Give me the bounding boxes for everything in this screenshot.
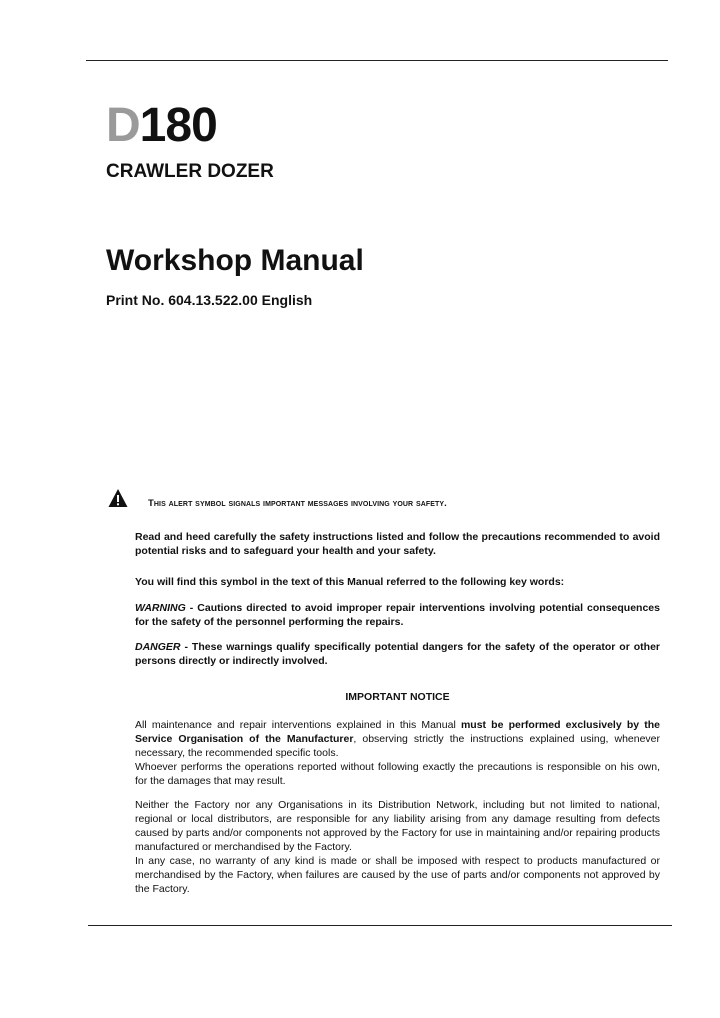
notice-p1-start: All maintenance and repair interventions explained in this Manual xyxy=(135,719,461,731)
notice-title: IMPORTANT NOTICE xyxy=(345,691,450,703)
notice-p4: In any case, no warranty of any kind is made or shall be imposed with respect to products manufactured or merchandised by the Factory, when failures are caused by the use of parts and/or components not approved by the Factory. xyxy=(135,855,660,895)
model-number: 180 xyxy=(139,99,217,152)
model-name xyxy=(106,96,217,156)
safety-intro: Read and heed carefully the safety instructions listed and follow the precautions recommended to avoid potential risks and to safeguard your health and your safety. xyxy=(135,531,660,557)
alert-caption: This alert symbol signals important messages involving your safety. xyxy=(148,498,447,509)
product-name: CRAWLER DOZER xyxy=(106,161,274,182)
model-prefix: D xyxy=(106,99,140,152)
notice-paragraph-1 xyxy=(135,718,660,788)
notice-p1-bold: must be performed exclusively by the Service Organisation of the Manufacturer xyxy=(135,719,660,745)
bottom-rule xyxy=(88,925,672,926)
notice-p3: Neither the Factory nor any Organisations in its Distribution Network, including but not limited to national, regional or local distributors, are responsible for any liability arising from any damage resulting from defects caused by parts and/or components not approved by the Factory for use in maintaining and/or repairing products manufactured or merchandised by the Factory. xyxy=(135,799,660,853)
danger-keyword: DANGER xyxy=(135,641,181,653)
warning-text: - Cautions directed to avoid improper repair interventions involving potential consequences for the safety of the personnel performing the repairs. xyxy=(135,602,660,628)
warning-paragraph xyxy=(135,601,660,629)
warning-keyword: WARNING xyxy=(135,602,186,614)
keywords-intro: You will find this symbol in the text of this Manual referred to the following key words: xyxy=(135,576,565,588)
top-rule xyxy=(86,60,668,61)
notice-p1-end: , observing strictly the instructions explained using, whenever necessary, the recommended specific tools. xyxy=(135,733,661,759)
manual-title: Workshop Manual xyxy=(106,244,364,277)
print-number: Print No. 604.13.522.00 English xyxy=(106,292,313,308)
notice-p2: Whoever performs the operations reported without following exactly the precautions is responsible on his own, for the damages that may result. xyxy=(135,761,660,787)
danger-text: - These warnings qualify specifically potential dangers for the safety of the operator or other persons directly or indirectly involved. xyxy=(135,641,660,667)
warning-triangle-icon xyxy=(108,488,128,508)
notice-paragraph-2 xyxy=(135,798,660,896)
danger-paragraph xyxy=(135,640,660,668)
